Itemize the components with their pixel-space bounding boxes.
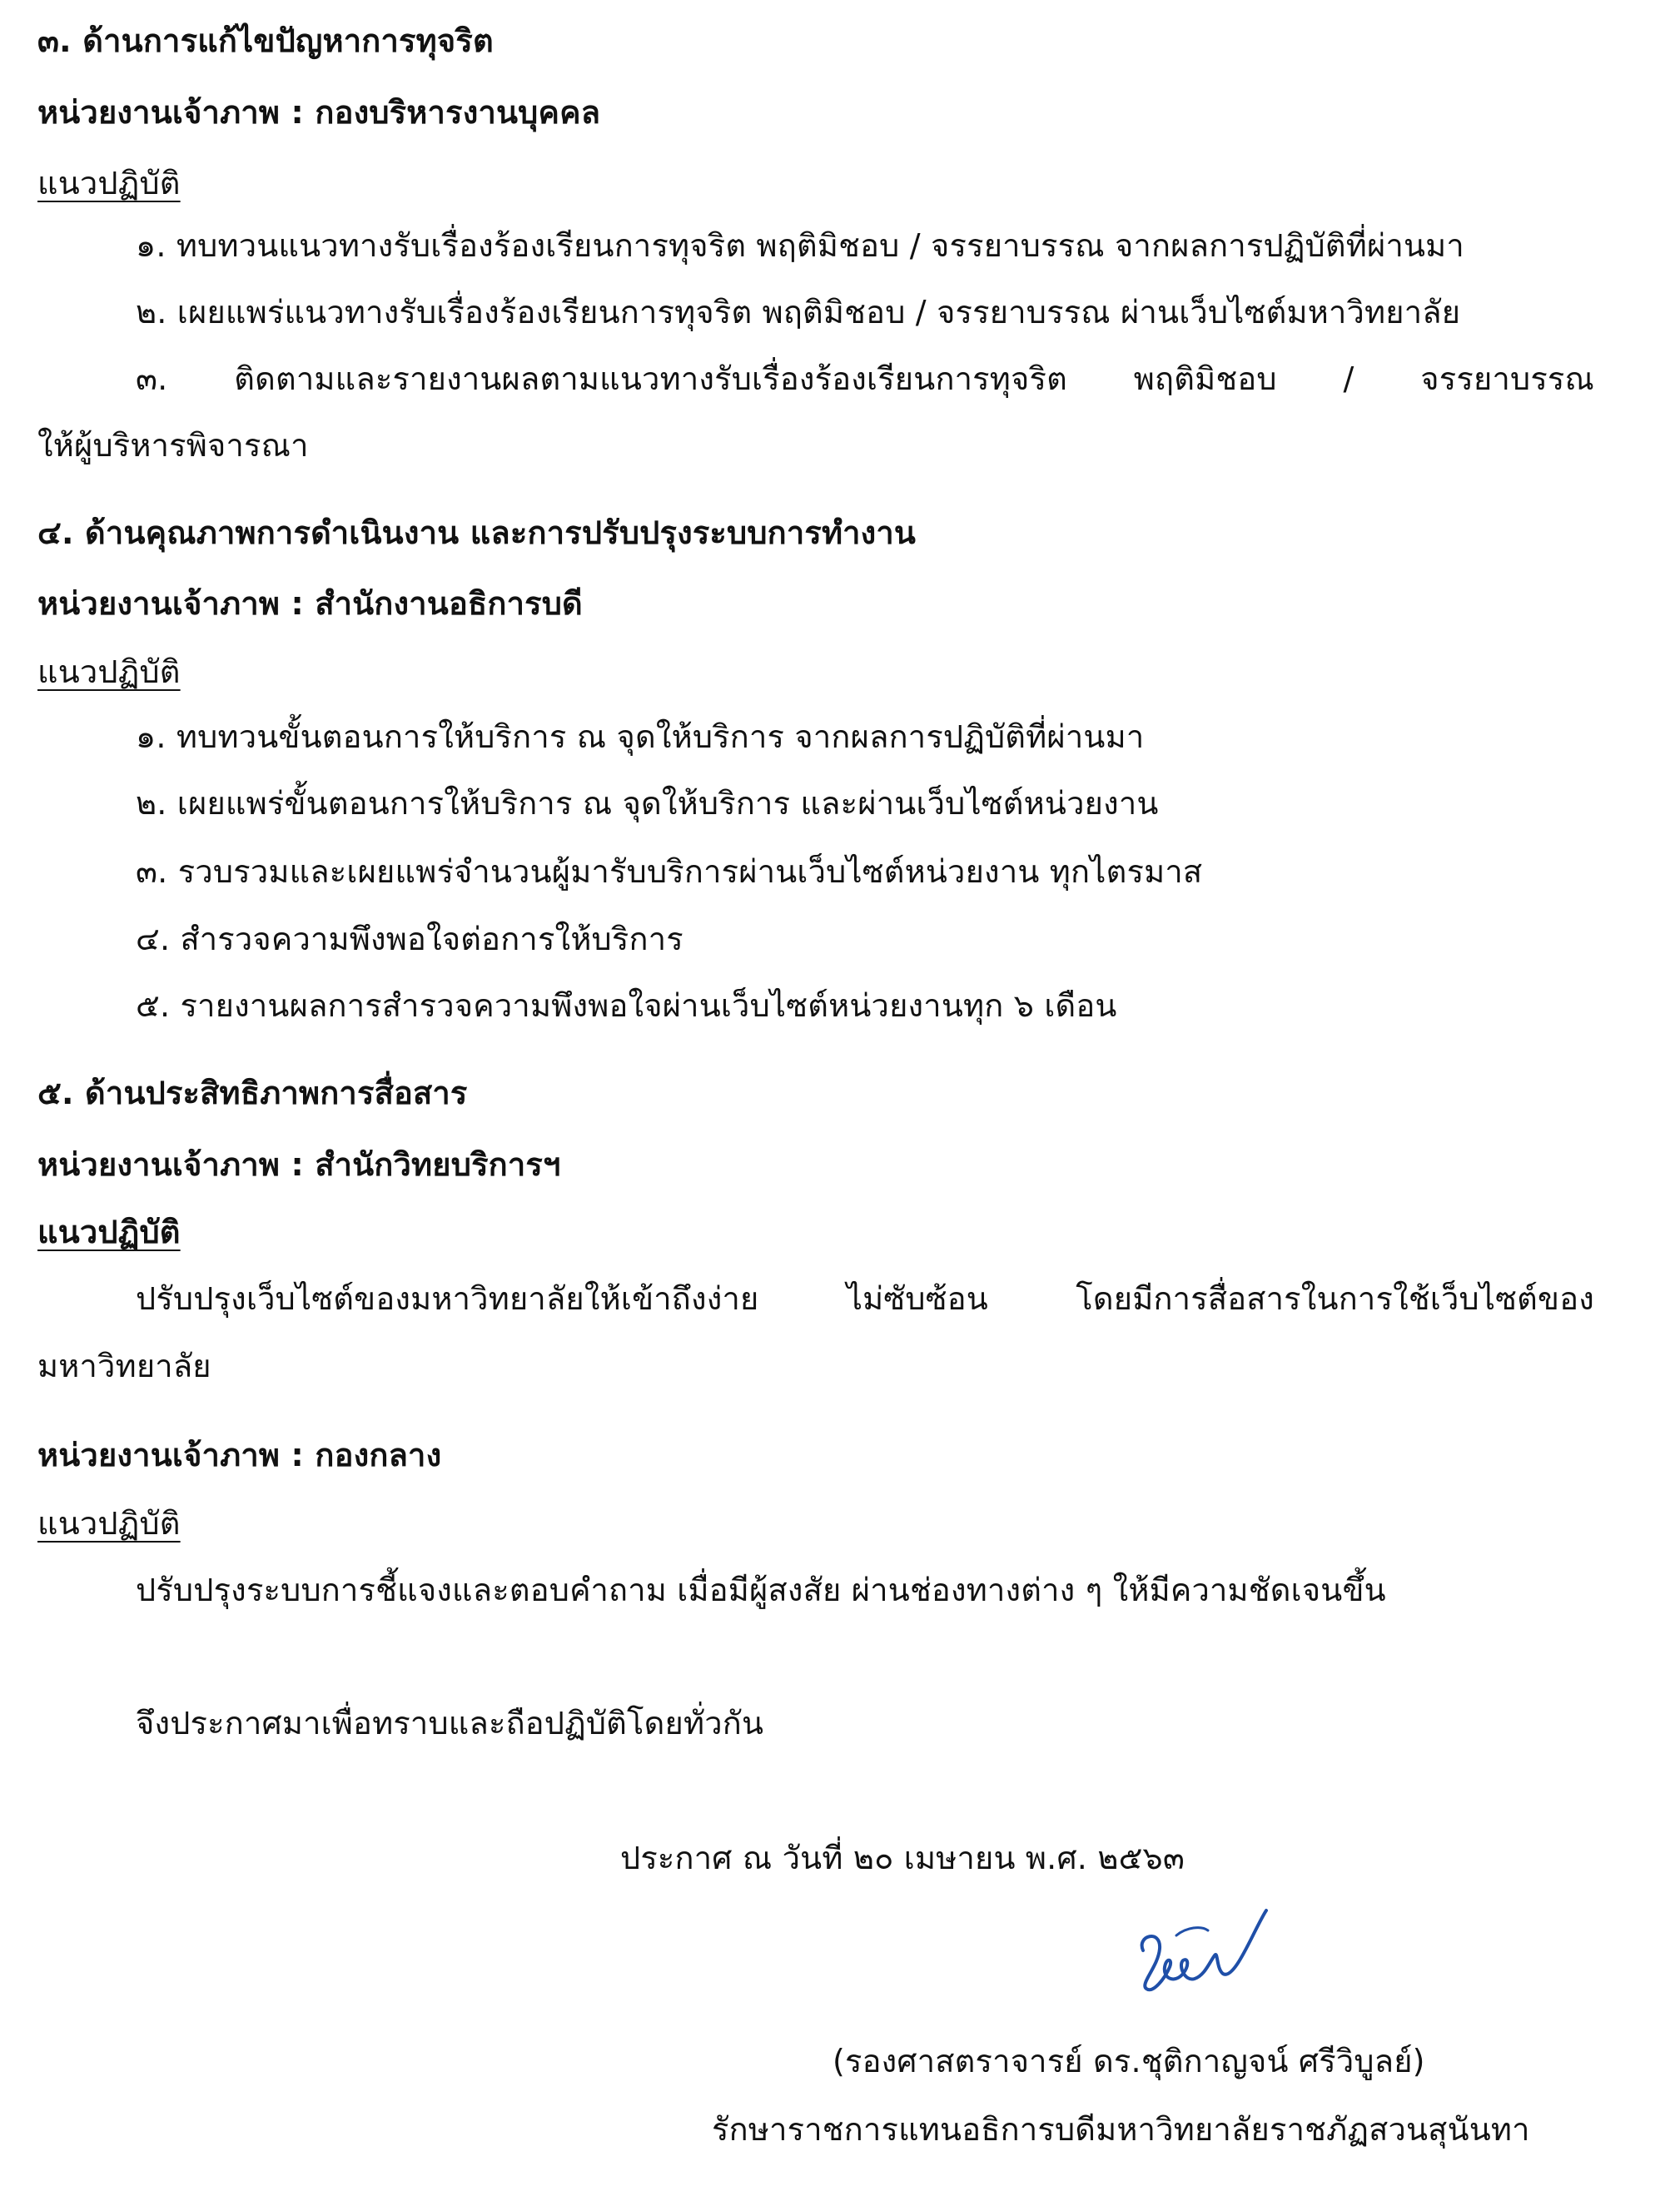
section-3-item-3: ๓. ติดตามและรายงานผลตามแนวทางรับเรื่องร้องเรียนการทุจริต พฤติมิชอบ / จรรยาบรรณ: [136, 360, 1594, 397]
section-4-item-5: ๕. รายงานผลการสำรวจความพึงพอใจผ่านเว็บไซต์หน่วยงานทุก ๖ เดือน: [136, 987, 1117, 1024]
section-5-practice-label-2: แนวปฏิบัติ: [37, 1505, 181, 1542]
signature-icon: [1128, 1902, 1270, 2002]
section-3-item-1: ๑. ทบทวนแนวทางรับเรื่องร้องเรียนการทุจริต พฤติมิชอบ / จรรยาบรรณ จากผลการปฏิบัติที่ผ่านมา: [136, 227, 1464, 264]
section-4-item-2: ๒. เผยแพร่ขั้นตอนการให้บริการ ณ จุดให้บริการ และผ่านเว็บไซต์หน่วยงาน: [136, 785, 1159, 822]
section-3-heading: ๓. ด้านการแก้ไขปัญหาการทุจริต: [37, 22, 494, 59]
section-3-practice-label: แนวปฏิบัติ: [37, 165, 181, 201]
section-4-practice-label: แนวปฏิบัติ: [37, 653, 181, 690]
signatory-position: รักษาราชการแทนอธิการบดีมหาวิทยาลัยราชภัฏสวนสุนันทา: [712, 2111, 1530, 2148]
section-3-item-3-continued: ให้ผู้บริหารพิจารณา: [37, 427, 309, 464]
section-5-item-1: ปรับปรุงเว็บไซต์ของมหาวิทยาลัยให้เข้าถึงง่าย ไม่ซับซ้อน โดยมีการสื่อสารในการใช้เว็บไซต์ของ: [136, 1280, 1594, 1317]
section-5-agency-1: หน่วยงานเจ้าภาพ : สำนักวิทยบริการฯ: [37, 1146, 561, 1183]
signatory-name: (รองศาสตราจารย์ ดร.ชุติกาญจน์ ศรีวิบูลย์): [833, 2043, 1425, 2079]
section-4-heading: ๔. ด้านคุณภาพการดำเนินงาน และการปรับปรุงระบบการทำงาน: [37, 514, 917, 551]
section-5-practice-label-1: แนวปฏิบัติ: [37, 1214, 181, 1250]
section-4-agency: หน่วยงานเจ้าภาพ : สำนักงานอธิการบดี: [37, 585, 583, 622]
section-5-heading: ๕. ด้านประสิทธิภาพการสื่อสาร: [37, 1075, 468, 1111]
section-5-item-2: ปรับปรุงระบบการชี้แจงและตอบคำถาม เมื่อมีผู้สงสัย ผ่านช่องทางต่าง ๆ ให้มีความชัดเจนขึ้น: [136, 1572, 1386, 1608]
announcement-date: ประกาศ ณ วันที่ ๒๐ เมษายน พ.ศ. ๒๕๖๓: [620, 1840, 1185, 1876]
closing-statement: จึงประกาศมาเพื่อทราบและถือปฏิบัติโดยทั่วกัน: [136, 1705, 764, 1741]
section-5-agency-2: หน่วยงานเจ้าภาพ : กองกลาง: [37, 1437, 442, 1473]
section-3-agency: หน่วยงานเจ้าภาพ : กองบริหารงานบุคคล: [37, 94, 601, 131]
section-4-item-3: ๓. รวบรวมและเผยแพร่จำนวนผู้มารับบริการผ่านเว็บไซต์หน่วยงาน ทุกไตรมาส: [136, 853, 1203, 890]
section-3-item-2: ๒. เผยแพร่แนวทางรับเรื่องร้องเรียนการทุจริต พฤติมิชอบ / จรรยาบรรณ ผ่านเว็บไซต์มหาวิทยาลัย: [136, 294, 1461, 330]
section-4-item-1: ๑. ทบทวนขั้นตอนการให้บริการ ณ จุดให้บริการ จากผลการปฏิบัติที่ผ่านมา: [136, 718, 1145, 755]
section-5-item-1-continued: มหาวิทยาลัย: [37, 1348, 211, 1384]
section-4-item-4: ๔. สำรวจความพึงพอใจต่อการให้บริการ: [136, 921, 683, 957]
signature: [1128, 1902, 1270, 2002]
